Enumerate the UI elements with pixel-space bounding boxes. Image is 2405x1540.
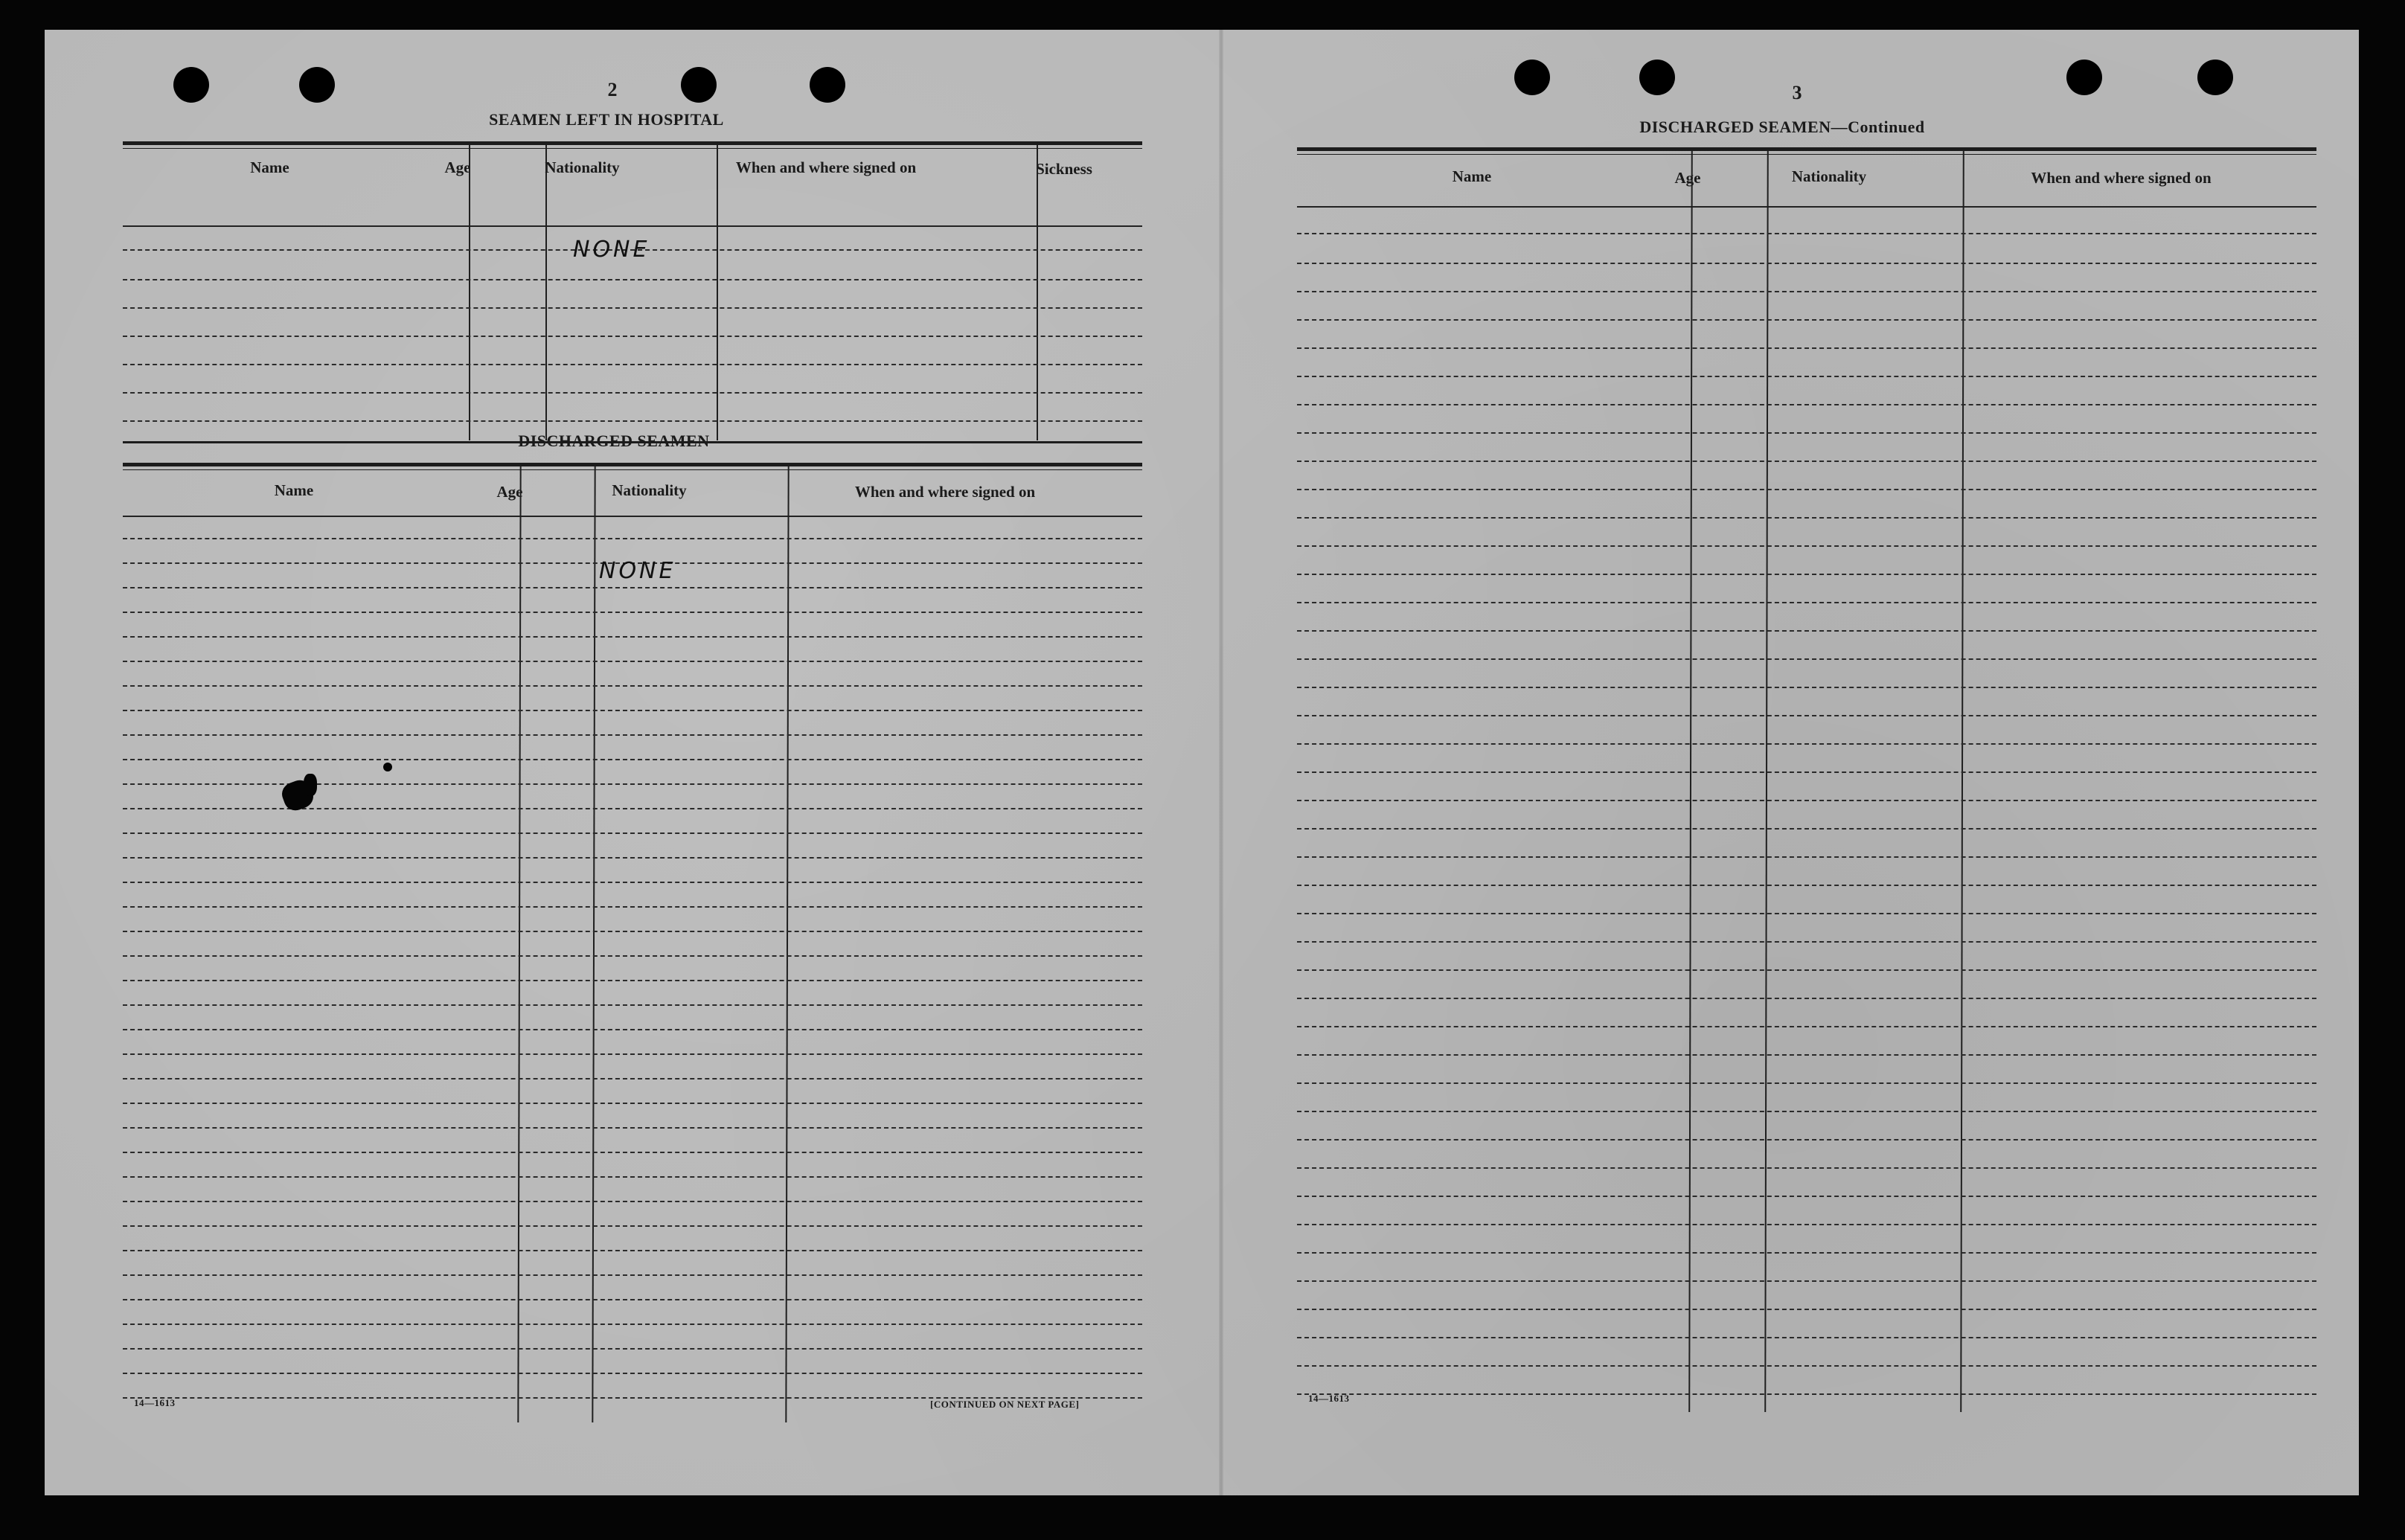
col-nationality: Nationality xyxy=(1791,167,1867,185)
punch-hole-icon xyxy=(173,67,209,103)
col-age: Age xyxy=(496,483,523,501)
ink-blot xyxy=(383,763,392,771)
discharged-continued-table xyxy=(1297,147,2316,1416)
discharged-table xyxy=(123,463,1142,1426)
discharged-section-title: DISCHARGED SEAMEN xyxy=(518,431,710,450)
page-fold xyxy=(1219,30,1223,1495)
hospital-table xyxy=(123,141,1142,443)
title-suffix: —Continued xyxy=(1831,118,1925,136)
col-name: Name xyxy=(250,158,289,176)
punch-hole-icon xyxy=(1639,60,1675,95)
punch-hole-icon xyxy=(1514,60,1550,95)
hospital-section-title: SEAMEN LEFT IN HOSPITAL xyxy=(489,110,724,129)
ink-blot xyxy=(304,774,317,796)
discharged-continued-title xyxy=(1566,118,1998,137)
col-nationality: Nationality xyxy=(545,158,620,176)
col-age: Age xyxy=(444,158,471,176)
col-sickness: Sickness xyxy=(1036,160,1092,178)
col-signed-on: When and where signed on xyxy=(735,158,917,176)
punch-hole-icon xyxy=(810,67,845,103)
punch-hole-icon xyxy=(2197,60,2233,95)
page-number: 3 xyxy=(1792,82,1802,103)
page-number: 2 xyxy=(607,79,618,100)
col-signed-on: When and where signed on xyxy=(2031,169,2212,187)
punch-hole-icon xyxy=(299,67,335,103)
col-age: Age xyxy=(1674,169,1701,187)
title-main: DISCHARGED SEAMEN xyxy=(1639,118,1831,136)
hospital-none-entry: NONE xyxy=(573,237,650,263)
discharged-none-entry: NONE xyxy=(599,558,676,584)
continued-note: [CONTINUED ON NEXT PAGE] xyxy=(930,1399,1080,1410)
manifest-sheet xyxy=(45,30,2359,1495)
punch-hole-icon xyxy=(681,67,717,103)
col-signed-on: When and where signed on xyxy=(854,483,1036,501)
form-number: 14—1613 xyxy=(1308,1393,1350,1404)
col-name: Name xyxy=(274,481,314,499)
form-number: 14—1613 xyxy=(134,1397,176,1408)
col-nationality: Nationality xyxy=(612,481,687,499)
col-name: Name xyxy=(1452,167,1492,185)
punch-hole-icon xyxy=(2066,60,2102,95)
